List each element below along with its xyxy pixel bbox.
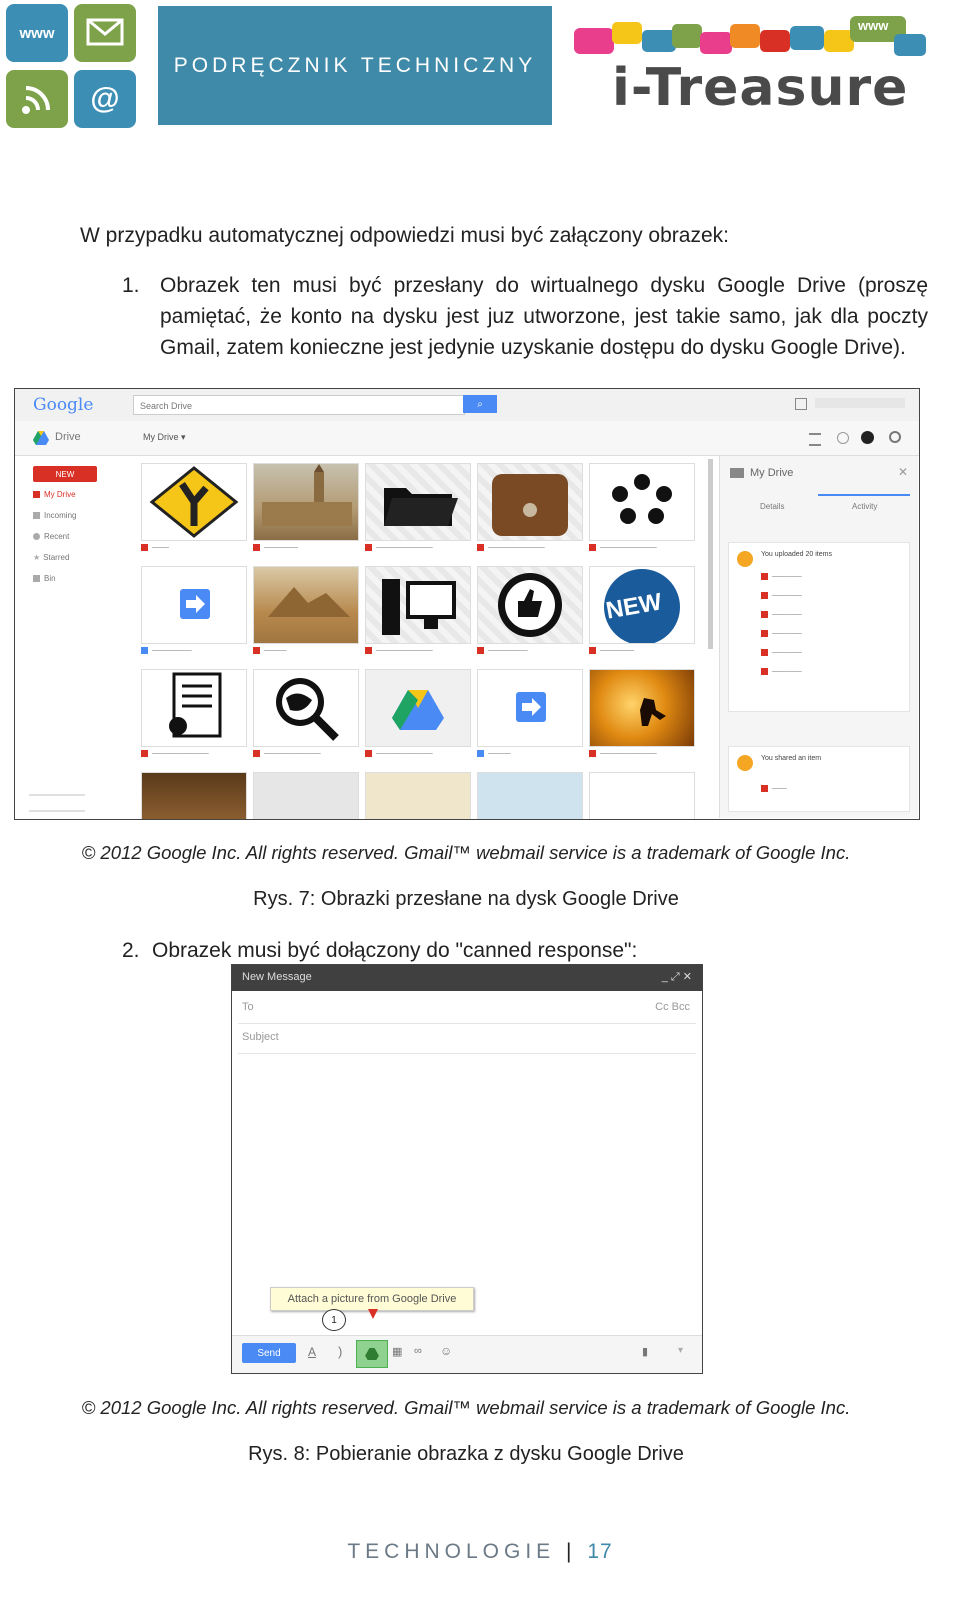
- step-2: [122, 935, 928, 966]
- drive-new-button-label: NEW: [55, 469, 75, 479]
- activity-file: ──────: [761, 649, 802, 656]
- sidebar-item-incoming[interactable]: [33, 511, 76, 520]
- sidebar-label: Starred: [43, 553, 70, 562]
- drive-search-input[interactable]: [133, 395, 465, 415]
- subject-label: Subject: [242, 1031, 279, 1043]
- panel-close-icon[interactable]: ✕: [898, 465, 909, 479]
- new-badge-text: NEW: [603, 588, 664, 625]
- account-email[interactable]: [815, 398, 905, 408]
- tooltip-text: Attach a picture from Google Drive: [287, 1293, 457, 1305]
- file-thumb-sunset[interactable]: [589, 669, 695, 747]
- star-icon: ★: [33, 553, 41, 562]
- file-label: ──────────: [589, 543, 693, 552]
- file-thumb-map[interactable]: [365, 772, 471, 820]
- activity-card: [728, 542, 910, 712]
- file-thumb-computer[interactable]: [365, 566, 471, 644]
- to-label: To: [242, 1001, 254, 1013]
- insert-link-icon[interactable]: ∞: [414, 1345, 422, 1357]
- drive-file-grid: [141, 463, 711, 819]
- sidebar-label: My Drive: [44, 490, 76, 499]
- page-footer: [0, 1540, 960, 1564]
- file-label: ──────────: [477, 543, 581, 552]
- step-1-text: Obrazek ten musi być przesłany do wirtualnego dysku Google Drive (proszę pamiętać, że konto na dysku jest juz utworzone, jest takie samo, jak dla poczty Gmail, zatem konieczne jest jedynie uzyskanie dostępu do dysku Google Drive).: [160, 274, 928, 359]
- figure-1-caption: Rys. 7: Obrazki przesłane na dysk Google Drive: [253, 888, 679, 910]
- file-thumb-thumbs-up[interactable]: [477, 566, 583, 644]
- my-drive-menu[interactable]: My Drive ▾: [143, 432, 186, 442]
- file-label: ───────: [477, 646, 581, 655]
- list-view-icon[interactable]: [809, 433, 821, 446]
- compose-body[interactable]: [238, 1055, 696, 1325]
- www-icon-text: www: [19, 24, 55, 42]
- wifi-icon: [6, 70, 68, 128]
- sidebar-item-starred[interactable]: [33, 553, 69, 562]
- avatar: [737, 551, 753, 567]
- activity-file: ──────: [761, 611, 802, 618]
- formatting-icon[interactable]: A: [308, 1345, 317, 1359]
- drive-logo-icon: [33, 431, 49, 450]
- attach-drive-tooltip: [270, 1287, 474, 1311]
- activity-card-2: [728, 746, 910, 812]
- subject-field[interactable]: [238, 1023, 696, 1054]
- drive-screenshot: [14, 388, 920, 820]
- sidebar-label: Bin: [44, 574, 56, 583]
- to-field[interactable]: [238, 993, 696, 1024]
- insert-drive-button[interactable]: [356, 1340, 388, 1368]
- activity-user-text: You uploaded 20 items: [761, 551, 832, 558]
- file-thumb-folder[interactable]: [365, 463, 471, 541]
- footer-label: TECHNOLOGIE: [347, 1540, 556, 1563]
- attach-icon[interactable]: ): [338, 1344, 343, 1359]
- file-thumb-globe-magnifier[interactable]: [253, 669, 359, 747]
- panel-title: My Drive: [750, 467, 794, 479]
- callout-number: 1: [331, 1314, 337, 1326]
- google-drive-icon: [365, 1348, 379, 1360]
- drive-search-button[interactable]: [463, 395, 497, 413]
- file-label: ────: [253, 646, 357, 655]
- panel-folder-icon: [730, 468, 744, 478]
- intro-paragraph: W przypadku automatycznej odpowiedzi musi być załączony obrazek:: [80, 224, 729, 247]
- drive-toolbar: [15, 421, 919, 456]
- panel-tab-details[interactable]: Details: [760, 502, 785, 511]
- file-thumb-sphinx[interactable]: [253, 566, 359, 644]
- at-sign-icon-text: @: [90, 82, 120, 115]
- compose-title: New Message: [242, 971, 312, 983]
- activity-file: ──────: [761, 592, 802, 599]
- file-thumb-road-sign[interactable]: [141, 463, 247, 541]
- drive-details-panel: [719, 456, 918, 818]
- banner-title: PODRĘCZNIK TECHNICZNY: [173, 53, 537, 77]
- emoji-icon[interactable]: ☺: [440, 1344, 453, 1358]
- file-thumb-big-ben[interactable]: [253, 463, 359, 541]
- clock-icon: [33, 533, 40, 540]
- file-label: ───: [141, 543, 245, 552]
- header-icons: [6, 4, 146, 132]
- file-thumb-arrow-2[interactable]: [477, 669, 583, 747]
- send-button[interactable]: [242, 1343, 296, 1363]
- www-icon: [6, 4, 68, 62]
- file-label: ──────────: [589, 749, 693, 758]
- file-label: ──────────: [365, 646, 469, 655]
- step-1: [122, 270, 928, 363]
- header-banner: [158, 6, 552, 125]
- file-thumb-badge[interactable]: [589, 772, 695, 820]
- send-button-label: Send: [257, 1347, 281, 1359]
- red-arrow-icon: [368, 1309, 378, 1319]
- trash-icon: [33, 575, 40, 582]
- drive-topbar: [15, 389, 919, 422]
- search-icon: ⌕: [477, 398, 483, 410]
- incoming-icon: [33, 512, 40, 519]
- activity-user-text-2: You shared an item: [761, 755, 822, 762]
- file-label: ──────: [253, 543, 357, 552]
- more-options-icon[interactable]: ▾: [678, 1345, 684, 1356]
- sidebar-item-my-drive[interactable]: [33, 490, 76, 499]
- drive-sidebar: [15, 456, 137, 818]
- footer-separator: |: [566, 1540, 577, 1563]
- avatar: [737, 755, 753, 771]
- step-2-text: Obrazek musi być dołączony do "canned response":: [152, 939, 638, 962]
- compose-screenshot: [231, 964, 703, 1374]
- file-thumb-magnifier[interactable]: [477, 772, 583, 820]
- activity-file: ──────: [761, 668, 802, 675]
- sidebar-item-bin[interactable]: [33, 574, 56, 583]
- file-label: ──────: [589, 646, 693, 655]
- figure-2-copyright: © 2012 Google Inc. All rights reserved. Gmail™ webmail service is a trademark of Google Inc.: [81, 1397, 851, 1418]
- gear-icon[interactable]: [889, 431, 901, 443]
- file-thumb-people-group[interactable]: [589, 463, 695, 541]
- drive-scrollbar[interactable]: [708, 459, 713, 649]
- drive-search-placeholder: Search Drive: [140, 401, 193, 411]
- window-controls[interactable]: _ ⤢ ✕: [661, 971, 692, 983]
- file-thumb-arrow[interactable]: [141, 566, 247, 644]
- file-thumb-certificate[interactable]: [141, 669, 247, 747]
- panel-tab-indicator: [818, 494, 910, 496]
- drive-new-button[interactable]: [33, 466, 97, 482]
- insert-photo-icon[interactable]: ▦: [392, 1346, 403, 1358]
- file-label: ──────────: [365, 749, 469, 758]
- file-thumb-drive-logo[interactable]: [365, 669, 471, 747]
- file-label: ───────: [141, 646, 245, 655]
- sidebar-item-recent[interactable]: [33, 532, 69, 541]
- activity-file: ──────: [761, 630, 802, 637]
- file-thumb-leather-bag[interactable]: [477, 463, 583, 541]
- activity-file: ──────: [761, 573, 802, 580]
- logo-www-text: www: [858, 18, 889, 33]
- file-thumb-keys[interactable]: [253, 772, 359, 820]
- activity-file: ───: [761, 785, 787, 792]
- drive-app-name: Drive: [55, 431, 81, 443]
- storage-info: [29, 794, 85, 812]
- sidebar-label: Recent: [44, 532, 70, 541]
- figure-2-caption: Rys. 8: Pobieranie obrazka z dysku Google Drive: [248, 1443, 684, 1465]
- file-thumb-library[interactable]: [141, 772, 247, 820]
- panel-tab-activity[interactable]: Activity: [852, 502, 878, 511]
- compose-header: [232, 965, 702, 991]
- sort-icon[interactable]: [837, 432, 849, 444]
- file-label: ──────────: [253, 749, 357, 758]
- folder-icon: [33, 491, 40, 498]
- compose-toolbar: [232, 1335, 702, 1374]
- logo-text: i-Treasure: [612, 58, 909, 118]
- file-thumb-new-badge[interactable]: [589, 566, 695, 644]
- callout-marker: [322, 1309, 346, 1331]
- envelope-icon: [74, 4, 136, 62]
- google-logo: Google: [33, 395, 94, 415]
- file-label: ────: [477, 749, 581, 758]
- figure-1-copyright: © 2012 Google Inc. All rights reserved. Gmail™ webmail service is a trademark of Google Inc.: [81, 842, 851, 863]
- cc-bcc-links[interactable]: Cc Bcc: [655, 1001, 690, 1013]
- page-number: 17: [587, 1540, 613, 1563]
- discard-icon[interactable]: ▮: [642, 1346, 649, 1358]
- info-icon[interactable]: [861, 431, 874, 444]
- sidebar-label: Incoming: [44, 511, 77, 520]
- file-label: ──────────: [141, 749, 245, 758]
- apps-grid-icon[interactable]: [795, 398, 807, 410]
- at-sign-icon: [74, 70, 136, 128]
- step-2-number: 2.: [122, 939, 140, 962]
- file-label: ──────────: [365, 543, 469, 552]
- step-1-number: 1.: [122, 274, 140, 297]
